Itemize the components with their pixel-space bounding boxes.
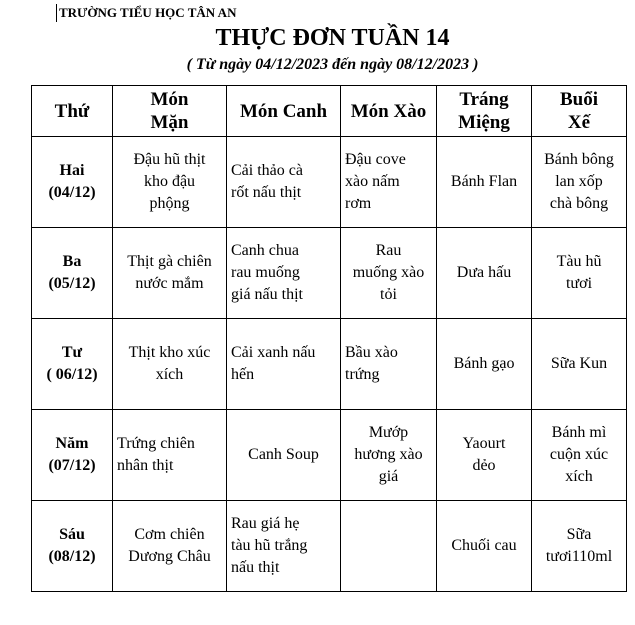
snack-text-line: Sữa Kun bbox=[550, 355, 608, 372]
soup-cell bbox=[227, 228, 341, 319]
snack-cell bbox=[532, 501, 627, 592]
stirfry-text-line: Bầu xào bbox=[345, 344, 398, 361]
snack-text-line: chà bông bbox=[549, 195, 609, 212]
dessert-cell bbox=[437, 501, 532, 592]
dessert-text-line: Bánh Flan bbox=[450, 173, 518, 190]
soup-text-line: rốt nấu thịt bbox=[231, 184, 302, 201]
main-cell bbox=[113, 319, 227, 410]
soup-text-line: Canh Soup bbox=[248, 446, 319, 463]
menu-row bbox=[32, 410, 627, 501]
main-text-line: nước mắm bbox=[135, 275, 204, 292]
header-dessert: Tráng Miệng bbox=[437, 86, 532, 137]
main-text-line: Thịt gà chiên bbox=[127, 253, 212, 270]
soup-text-line: hến bbox=[231, 366, 255, 383]
menu-body bbox=[32, 137, 627, 592]
dessert-cell bbox=[437, 410, 532, 501]
day-date: ( 06/12) bbox=[46, 366, 98, 383]
day-cell bbox=[32, 228, 113, 319]
header-row bbox=[32, 86, 627, 137]
day-label: Năm bbox=[55, 435, 89, 452]
header-stirfry: Món Xào bbox=[341, 86, 437, 137]
menu-row bbox=[32, 501, 627, 592]
stirfry-cell bbox=[341, 137, 437, 228]
stirfry-cell bbox=[341, 410, 437, 501]
snack-text-line: lan xốp bbox=[555, 173, 603, 190]
main-text-line: Cơm chiên bbox=[134, 526, 205, 543]
stirfry-text-line: giá bbox=[378, 468, 399, 485]
main-cell bbox=[113, 501, 227, 592]
soup-text-line: rau muống bbox=[231, 264, 300, 281]
snack-cell bbox=[532, 319, 627, 410]
snack-text-line: tươi110ml bbox=[545, 548, 613, 565]
main-text-line: nhân thịt bbox=[117, 457, 174, 474]
school-name: TRƯỜNG TIỂU HỌC TÂN AN bbox=[56, 4, 236, 22]
stirfry-cell bbox=[341, 228, 437, 319]
menu-row bbox=[32, 228, 627, 319]
main-text-line: xích bbox=[155, 366, 184, 383]
soup-text-line: Canh chua bbox=[231, 242, 299, 259]
stirfry-text-line: Đậu cove bbox=[345, 151, 406, 168]
snack-cell bbox=[532, 228, 627, 319]
stirfry-text-line: Rau bbox=[375, 242, 402, 259]
stirfry-text-line: muống xào bbox=[352, 264, 425, 281]
day-cell bbox=[32, 501, 113, 592]
soup-text-line: Cải xanh nấu bbox=[231, 344, 316, 361]
stirfry-cell bbox=[341, 501, 437, 592]
main-text-line: Trứng chiên bbox=[117, 435, 195, 452]
stirfry-text-line: tỏi bbox=[380, 286, 397, 303]
snack-text-line: tươi bbox=[565, 275, 593, 292]
stirfry-text-line: trứng bbox=[345, 366, 380, 383]
soup-cell bbox=[227, 410, 341, 501]
dessert-text-line: Chuối cau bbox=[451, 537, 517, 554]
dessert-cell bbox=[437, 228, 532, 319]
soup-text-line: giá nấu thịt bbox=[231, 286, 303, 303]
snack-text-line: cuộn xúc bbox=[549, 446, 609, 463]
soup-cell bbox=[227, 137, 341, 228]
header-day: Thứ bbox=[32, 86, 113, 137]
main-text-line: kho đậu bbox=[143, 173, 196, 190]
day-label: Tư bbox=[61, 344, 83, 361]
day-label: Ba bbox=[62, 253, 82, 270]
snack-cell bbox=[532, 137, 627, 228]
soup-text-line: tàu hũ trắng bbox=[231, 537, 308, 554]
day-label: Hai bbox=[59, 162, 85, 179]
soup-text-line: nấu thịt bbox=[231, 559, 280, 576]
day-date: (07/12) bbox=[48, 457, 96, 474]
dessert-text-line: dẻo bbox=[472, 457, 496, 474]
snack-text-line: Tàu hũ bbox=[556, 253, 602, 270]
snack-text-line: Sữa bbox=[566, 526, 592, 543]
soup-cell bbox=[227, 501, 341, 592]
dessert-cell bbox=[437, 319, 532, 410]
header-main-dish: Món Mặn bbox=[113, 86, 227, 137]
dessert-cell bbox=[437, 137, 532, 228]
main-text-line: Dương Châu bbox=[128, 548, 211, 565]
snack-text-line: Bánh mì bbox=[551, 424, 607, 441]
stirfry-cell bbox=[341, 319, 437, 410]
soup-cell bbox=[227, 319, 341, 410]
main-cell bbox=[113, 137, 227, 228]
snack-text-line: xích bbox=[565, 468, 593, 485]
day-date: (05/12) bbox=[48, 275, 96, 292]
stirfry-text-line: xào nấm bbox=[345, 173, 400, 190]
stirfry-text-line: Mướp bbox=[368, 424, 409, 441]
dessert-text-line: Bánh gạo bbox=[453, 355, 515, 372]
dessert-text-line: Yaourt bbox=[462, 435, 506, 452]
day-cell bbox=[32, 137, 113, 228]
snack-cell bbox=[532, 410, 627, 501]
main-text-line: Thịt kho xúc bbox=[128, 344, 211, 361]
day-cell bbox=[32, 319, 113, 410]
stirfry-text-line: hương xào bbox=[354, 446, 423, 463]
menu-row bbox=[32, 137, 627, 228]
main-cell bbox=[113, 228, 227, 319]
main-text-line: Đậu hũ thịt bbox=[133, 151, 206, 168]
day-date: (08/12) bbox=[48, 548, 96, 565]
menu-title: THỰC ĐƠN TUẦN 14 bbox=[215, 25, 450, 51]
day-cell bbox=[32, 410, 113, 501]
header-snack: Buổi Xế bbox=[532, 86, 627, 137]
weekly-menu-table bbox=[31, 85, 627, 592]
day-date: (04/12) bbox=[48, 184, 96, 201]
day-label: Sáu bbox=[59, 526, 85, 543]
main-cell bbox=[113, 410, 227, 501]
menu-row bbox=[32, 319, 627, 410]
main-text-line: phộng bbox=[149, 195, 190, 212]
header-soup: Món Canh bbox=[227, 86, 341, 137]
snack-text-line: Bánh bông bbox=[544, 151, 614, 168]
date-range: ( Từ ngày 04/12/2023 đến ngày 08/12/2023 ) bbox=[186, 56, 479, 73]
soup-text-line: Cải thảo cà bbox=[231, 162, 303, 179]
stirfry-text-line: rơm bbox=[345, 195, 372, 212]
soup-text-line: Rau giá hẹ bbox=[231, 515, 300, 532]
dessert-text-line: Dưa hấu bbox=[456, 264, 512, 281]
